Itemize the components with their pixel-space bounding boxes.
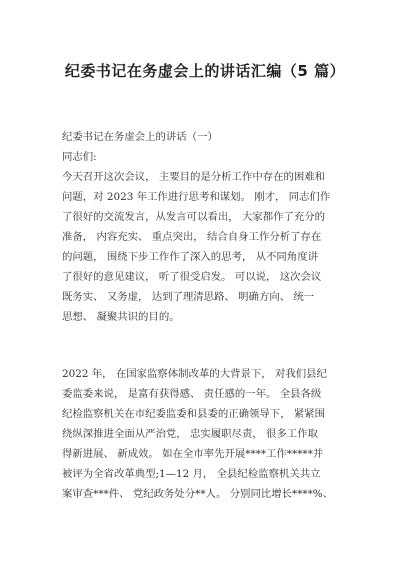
paragraph-line: 案审查***件、 党纪政务处分**人。 分别同比增长****%、 — [62, 488, 334, 500]
paragraph-line: 绕纵深推进全面从严治党， 忠实履职尽责， 很多工作取 — [62, 428, 318, 440]
paragraph-line: 得新进展、 新成效。 如在全市率先开展****工作*****并 — [62, 448, 324, 460]
paragraph-line: 了很好的交流发言，从发言可以看出， 大家都作了充分的 — [62, 211, 326, 223]
paragraph-line: 被评为全省改革典型;1—12 月， 全县纪检监察机关共立 — [62, 468, 321, 480]
paragraph-line: 的问题， 围绕下步工作作了深入的思考， 从不同角度讲 — [62, 251, 318, 263]
paragraph-line: 今天召开这次会议， 主要目的是分析工作中存在的困难和 — [62, 171, 326, 183]
paragraph-line: 纪检监察机关在市纪委监委和县委的正确领导下， 紧紧围 — [62, 408, 326, 420]
section-heading: 纪委书记在务虚会上的讲话（一） — [62, 131, 218, 143]
salutation: 同志们: — [62, 151, 97, 163]
paragraph-line: 既务实、 又务虚， 达到了理清思路、 明确方向、 统一 — [62, 291, 315, 303]
paragraph-line: 2022 年， 在国家监察体制改革的大背景下， 对我们县纪 — [62, 368, 327, 380]
paragraph-line: 了很好的意见建议， 听了很受启发。 可以说， 这次会议 — [62, 271, 322, 283]
paragraph-line: 思想、 凝聚共识的目的。 — [62, 311, 180, 323]
paragraph-line: 委监委来说， 是富有获得感、 责任感的一年。 全县各级 — [62, 388, 322, 400]
paragraph-line: 问题，对 2023 年工作进行思考和谋划。 刚才， 同志们作 — [62, 191, 331, 203]
paragraph-line: 准备， 内容充实、 重点突出， 结合自身工作分析了存在 — [62, 231, 322, 243]
document-title: 纪委书记在务虚会上的讲话汇编（5 篇） — [64, 62, 346, 80]
